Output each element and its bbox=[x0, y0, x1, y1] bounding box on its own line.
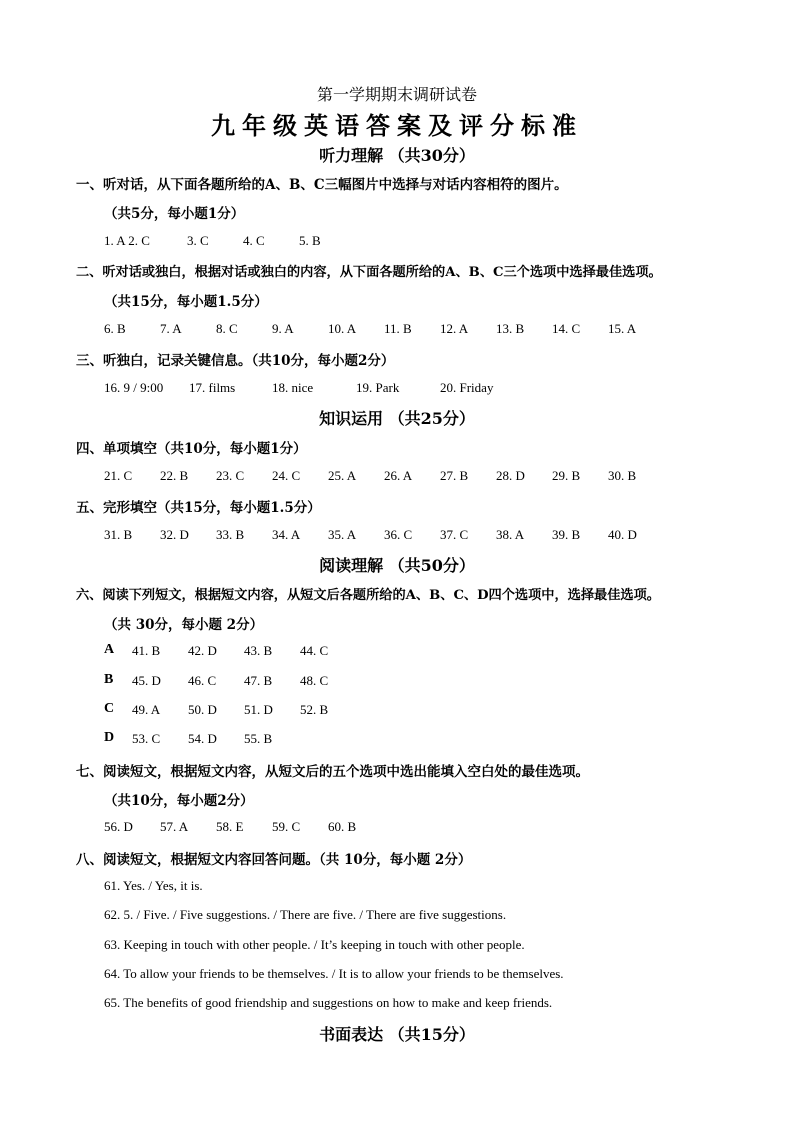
answer: 11. B bbox=[384, 321, 412, 336]
answer: 21. C bbox=[104, 468, 133, 483]
answer: 20. Friday bbox=[440, 380, 494, 395]
exam-supertitle: 第一学期期末调研试卷 bbox=[316, 85, 477, 104]
answer: 59. C bbox=[272, 819, 301, 834]
q4-heading: 四、单项填空（共10分，每小题1分） bbox=[76, 441, 307, 457]
answer: 6. B bbox=[104, 321, 126, 336]
answer: 62. 5. / Five. / Five suggestions. / There are five. / There are five suggestions. bbox=[104, 907, 507, 922]
group-label: A bbox=[104, 642, 115, 657]
q7-heading: 七、阅读短文，根据短文内容，从短文后的五个选项中选出能填入空白处的最佳选项。 bbox=[76, 764, 589, 780]
answer: 10. A bbox=[328, 321, 357, 336]
section-reading: 阅读理解 （共50分） bbox=[319, 556, 475, 575]
answer: 42. D bbox=[188, 643, 217, 658]
section-knowledge: 知识运用 （共25分） bbox=[319, 409, 475, 428]
q6-points: （共 30分，每小题 2分） bbox=[104, 617, 264, 633]
answer: 50. D bbox=[188, 702, 217, 717]
q1-heading: 一、听对话，从下面各题所给的A、B、C三幅图片中选择与对话内容相符的图片。 bbox=[76, 177, 568, 193]
answer: 35. A bbox=[328, 527, 357, 542]
answer: 55. B bbox=[244, 731, 273, 746]
answer: 27. B bbox=[440, 468, 469, 483]
answer: 1. A 2. C bbox=[104, 233, 150, 248]
answer: 30. B bbox=[608, 468, 637, 483]
answer: 9. A bbox=[272, 321, 294, 336]
answer: 39. B bbox=[552, 527, 581, 542]
answer: 33. B bbox=[216, 527, 245, 542]
answer: 32. D bbox=[160, 527, 189, 542]
answer: 34. A bbox=[272, 527, 301, 542]
answer: 24. C bbox=[272, 468, 301, 483]
answer: 46. C bbox=[188, 673, 217, 688]
answer: 13. B bbox=[496, 321, 525, 336]
answer: 29. B bbox=[552, 468, 581, 483]
section-listening: 听力理解 （共30分） bbox=[319, 146, 475, 165]
answer: 56. D bbox=[104, 819, 133, 834]
answer: 52. B bbox=[300, 702, 329, 717]
answer: 15. A bbox=[608, 321, 637, 336]
answer: 64. To allow your friends to be themselves. / It is to allow your friends to be themselves. bbox=[104, 966, 564, 981]
q3-heading: 三、听独白，记录关键信息。（共10分，每小题2分） bbox=[76, 353, 395, 369]
answer: 23. C bbox=[216, 468, 245, 483]
answer: 18. nice bbox=[272, 380, 314, 395]
answer: 16. 9 / 9:00 bbox=[104, 380, 164, 395]
answer: 7. A bbox=[160, 321, 182, 336]
answer: 38. A bbox=[496, 527, 525, 542]
q6-heading: 六、阅读下列短文，根据短文内容，从短文后各题所给的A、B、C、D四个选项中，选择最佳选项。 bbox=[76, 588, 660, 603]
answer: 4. C bbox=[243, 233, 265, 248]
answer: 49. A bbox=[132, 702, 161, 717]
answer: 47. B bbox=[244, 673, 273, 688]
answer: 28. D bbox=[496, 468, 525, 483]
q2-points: （共15分，每小题1.5分） bbox=[104, 294, 268, 310]
group-label: B bbox=[104, 672, 114, 687]
answer: 45. D bbox=[132, 673, 161, 688]
answer: 41. B bbox=[132, 643, 161, 658]
answer: 5. B bbox=[299, 233, 321, 248]
answer: 12. A bbox=[440, 321, 469, 336]
answer: 36. C bbox=[384, 527, 413, 542]
answer: 48. C bbox=[300, 673, 329, 688]
answer: 61. Yes. / Yes, it is. bbox=[104, 878, 203, 893]
answer: 37. C bbox=[440, 527, 469, 542]
answer: 17. films bbox=[189, 380, 236, 395]
q7-points: （共10分，每小题2分） bbox=[104, 793, 254, 809]
answer: 43. B bbox=[244, 643, 273, 658]
page-title: 九年级英语答案及评分标准 bbox=[211, 111, 583, 140]
answer: 22. B bbox=[160, 468, 189, 483]
answer: 44. C bbox=[300, 643, 329, 658]
answer: 40. D bbox=[608, 527, 637, 542]
answer: 65. The benefits of good friendship and suggestions on how to make and keep friends. bbox=[104, 995, 553, 1010]
q5-heading: 五、完形填空（共15分，每小题1.5分） bbox=[76, 500, 321, 516]
answer: 26. A bbox=[384, 468, 413, 483]
answer: 3. C bbox=[187, 233, 209, 248]
answer: 60. B bbox=[328, 819, 357, 834]
answer: 51. D bbox=[244, 702, 273, 717]
section-writing: 书面表达 （共15分） bbox=[319, 1025, 475, 1044]
q1-points: （共5分，每小题1分） bbox=[104, 206, 245, 222]
group-label: D bbox=[104, 730, 115, 745]
answer: 54. D bbox=[188, 731, 217, 746]
answer: 31. B bbox=[104, 527, 133, 542]
answer: 25. A bbox=[328, 468, 357, 483]
answer: 14. C bbox=[552, 321, 581, 336]
group-label: C bbox=[104, 701, 115, 716]
q2-heading: 二、听对话或独白，根据对话或独白的内容，从下面各题所给的A、B、C三个选项中选择最佳选项。 bbox=[76, 265, 662, 280]
q8-heading: 八、阅读短文，根据短文内容回答问题。（共 10分，每小题 2分） bbox=[76, 852, 472, 868]
answer: 8. C bbox=[216, 321, 238, 336]
answer: 63. Keeping in touch with other people. / It’s keeping in touch with other people. bbox=[104, 937, 525, 952]
answer: 19. Park bbox=[356, 380, 400, 395]
answer: 53. C bbox=[132, 731, 161, 746]
answer: 57. A bbox=[160, 819, 189, 834]
answer: 58. E bbox=[216, 819, 244, 834]
